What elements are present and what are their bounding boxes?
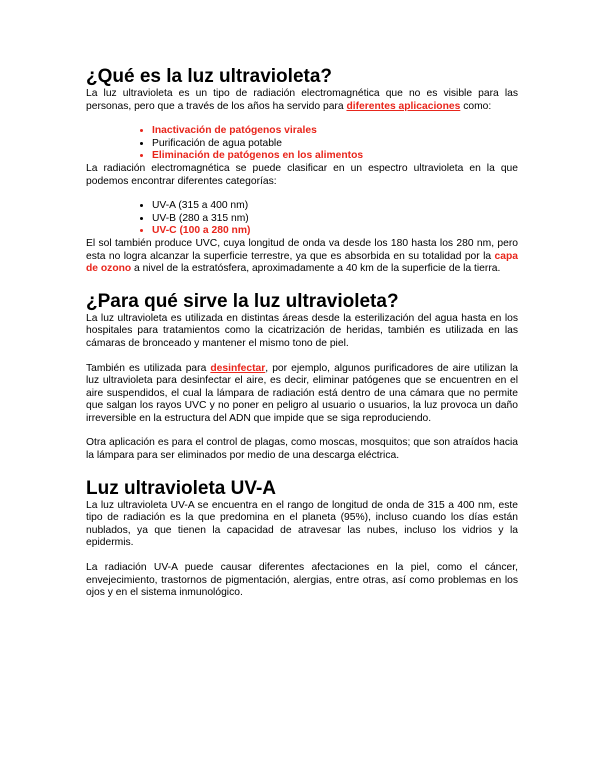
list-item: • UV-A (315 a 400 nm): [152, 200, 518, 213]
list-item: • Eliminación de patógenos en los alimentos: [152, 150, 518, 163]
spacer: [86, 113, 518, 125]
uses-paragraph: La luz ultravioleta es utilizada en distintas áreas desde la esterilización del agua hasta en los hospitales para tratamientos como la cicatrización de heridas, también es utilizada en las cámaras de bronceado y mantener el mismo tono de piel.: [86, 312, 518, 349]
disinfect-text-a: También es utilizada para: [86, 362, 211, 374]
disinfect-paragraph: [86, 363, 518, 426]
spacer: [86, 188, 518, 200]
uva-paragraph: La luz ultravioleta UV-A se encuentra en el rango de longitud de onda de 315 a 400 nm, este tipo de radiación es la que predomina en el planeta (95%), incluso cuando los días están nublados, ya que tienen la capacidad de atravesar las nubes, incluso los vidrios y la epidermis.: [86, 499, 518, 549]
uvc-paragraph: [86, 238, 518, 276]
uvc-text-a: El sol también produce UVC, cuya longitud de onda va desde los 180 hasta los 280 nm, pero esta no logra alcanzar la superficie terrestre, ya que es absorbida en su totalidad por la: [86, 237, 518, 262]
spacer: [86, 351, 518, 363]
list-item: • Purificación de agua potable: [152, 138, 518, 151]
heading-uv-a: Luz ultravioleta UV-A: [86, 477, 277, 499]
intro-text-a: La luz ultravioleta es un tipo de radiación electromagnética que no es visible para las personas, pero que a través de los años ha servido para: [86, 88, 518, 112]
spacer: [86, 276, 518, 291]
desinfectar-link[interactable]: desinfectar: [210, 362, 266, 374]
list-item: • UV-C (100 a 280 nm): [152, 225, 518, 238]
diferentes-aplicaciones-link[interactable]: diferentes aplicaciones: [346, 100, 461, 112]
applications-list: [86, 125, 518, 163]
uv-types-list: [86, 200, 518, 238]
list-item: • UV-B (280 a 315 nm): [152, 213, 518, 226]
heading-para-que-sirve: ¿Para qué sirve la luz ultravioleta?: [86, 290, 399, 312]
uvc-text-b: a nivel de la estratósfera, aproximadamente a 40 km de la superficie de la tierra.: [131, 263, 501, 275]
pest-control-paragraph: Otra aplicación es para el control de plagas, como moscas, mosquitos; que son atraídos hacia la lámpara para ser eliminados por medio de una descarga eléctrica.: [86, 437, 518, 462]
uva-effects-paragraph: La radiación UV-A puede causar diferentes afectaciones en la piel, como el cáncer, envejecimiento, trastornos de pigmentación, alergias, entre otras, así como problemas en los ojos y en el sistema inmunológico.: [86, 562, 518, 599]
spacer: [86, 550, 518, 562]
spacer: [86, 425, 518, 437]
disinfect-text-b: , por ejemplo, algunos purificadores de aire utilizan la luz ultravioleta para desinfectar el aire, es decir, eliminar patógenes que se encuentren en el aire suspendidos, el cual la lámpara de radiación está dentro de una cámara que no permite que salgan los rayos UVC y no poner en peligro al usuario o usuarios, la luz provoca un daño irreversible en la estructura del ADN que impide que se siga reproduciendo.: [86, 362, 518, 424]
intro-text-b: como:: [460, 100, 492, 112]
spectrum-paragraph: La radiación electromagnética se puede clasificar en un espectro ultravioleta en la que podemos encontrar diferentes categorías:: [86, 162, 518, 187]
list-item: • Inactivación de patógenos virales: [152, 125, 518, 138]
capa-de-ozono-text: capa de ozono: [86, 250, 518, 275]
intro-paragraph: [86, 88, 518, 113]
heading-que-es: ¿Qué es la luz ultravioleta?: [86, 66, 333, 87]
spacer: [86, 463, 518, 478]
document-page: [86, 66, 518, 600]
